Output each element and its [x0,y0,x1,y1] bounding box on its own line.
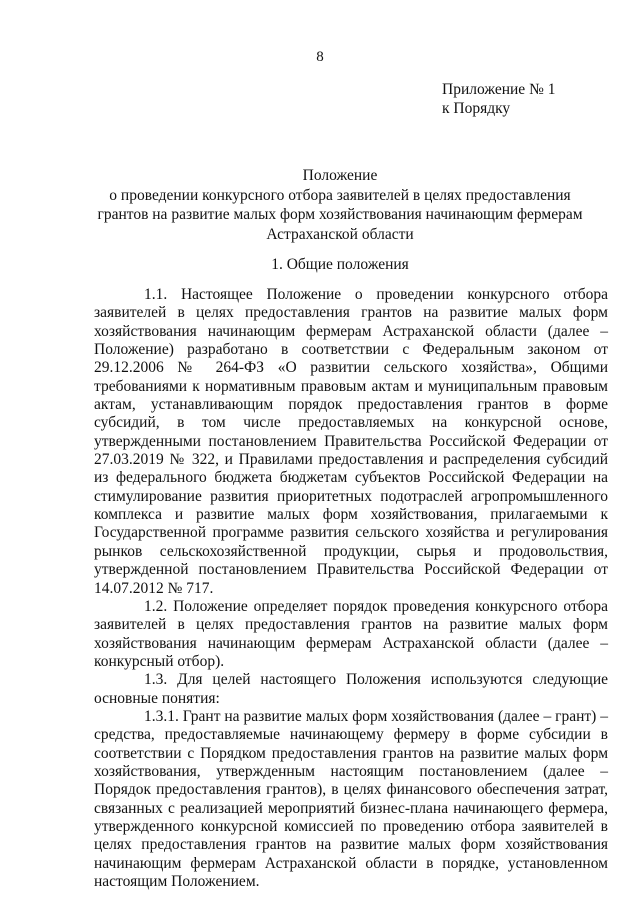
paragraph-1-3-1: 1.3.1. Грант на развитие малых форм хозяйствования (далее – грант) – средства, предоставляемые начинающему фермеру в форме субсидии в соответствии с Порядком предоставления грантов на развитие малых форм хозяйствования, утвержденным настоящим постановлением (далее – Порядок предоставления грантов), в целях финансового обеспечения затрат, связанных с реализацией мероприятий бизнес-плана начинающего фермера, утвержденного конкурсной комиссией по проведению отбора заявителей в целях предоставления грантов на развитие малых форм хозяйствования начинающим фермерам Астраханской области в порядке, установленном настоящим Положением. [94,707,608,890]
section-heading: 1. Общие положения [271,256,409,273]
document-body [94,286,608,891]
title-line-1: Положение [302,167,378,184]
paragraph-1-1: 1.1. Настоящее Положение о проведении конкурсного отбора заявителей в целях предоставления грантов на развитие малых форм хозяйствования начинающим фермерам Астраханской области (далее – Положение) разработано в соответствии с Федеральным законом от 29.12.2006 № 264-ФЗ «О развитии сельского хозяйства», Общими требованиями к нормативным правовым актам и муниципальным правовым актам, устанавливающим порядок предоставления грантов в форме субсидий, в том числе предоставляемых на конкурсной основе, утвержденными постановлением Правительства Российской Федерации от 27.03.2019 № 322, и Правилами предоставления и распределения субсидий из федерального бюджета бюджетам субъектов Российской Федерации на стимулирование развития приоритетных подотраслей агропромышленного комплекса и развитие малых форм хозяйствования, прилагаемыми к Государственной программе развития сельского хозяйства и регулирования рынков сельскохозяйственной продукции, сырья и продовольствия, утвержденной постановлением Правительства Российской Федерации от 14.07.2012 № 717. [94,286,608,597]
title-line-2: о проведении конкурсного отбора заявителей в целях предоставления [109,186,571,204]
paragraph-1-3: 1.3. Для целей настоящего Положения используются следующие основные понятия: [94,671,608,707]
page-number: 8 [316,49,324,65]
title-line-4: Астраханской области [266,225,414,243]
annex-line-2: к Порядку [442,100,511,117]
title-line-3: грантов на развитие малых форм хозяйствования начинающим фермерам [97,206,583,223]
document-title [80,166,600,244]
annex-reference [442,80,555,118]
paragraph-1-2: 1.2. Положение определяет порядок проведения конкурсного отбора заявителей в целях предоставления грантов на развитие малых форм хозяйствования начинающим фермерам Астраханской области (далее – конкурсный отбор). [94,597,608,670]
annex-line-1: Приложение № 1 [442,81,556,98]
